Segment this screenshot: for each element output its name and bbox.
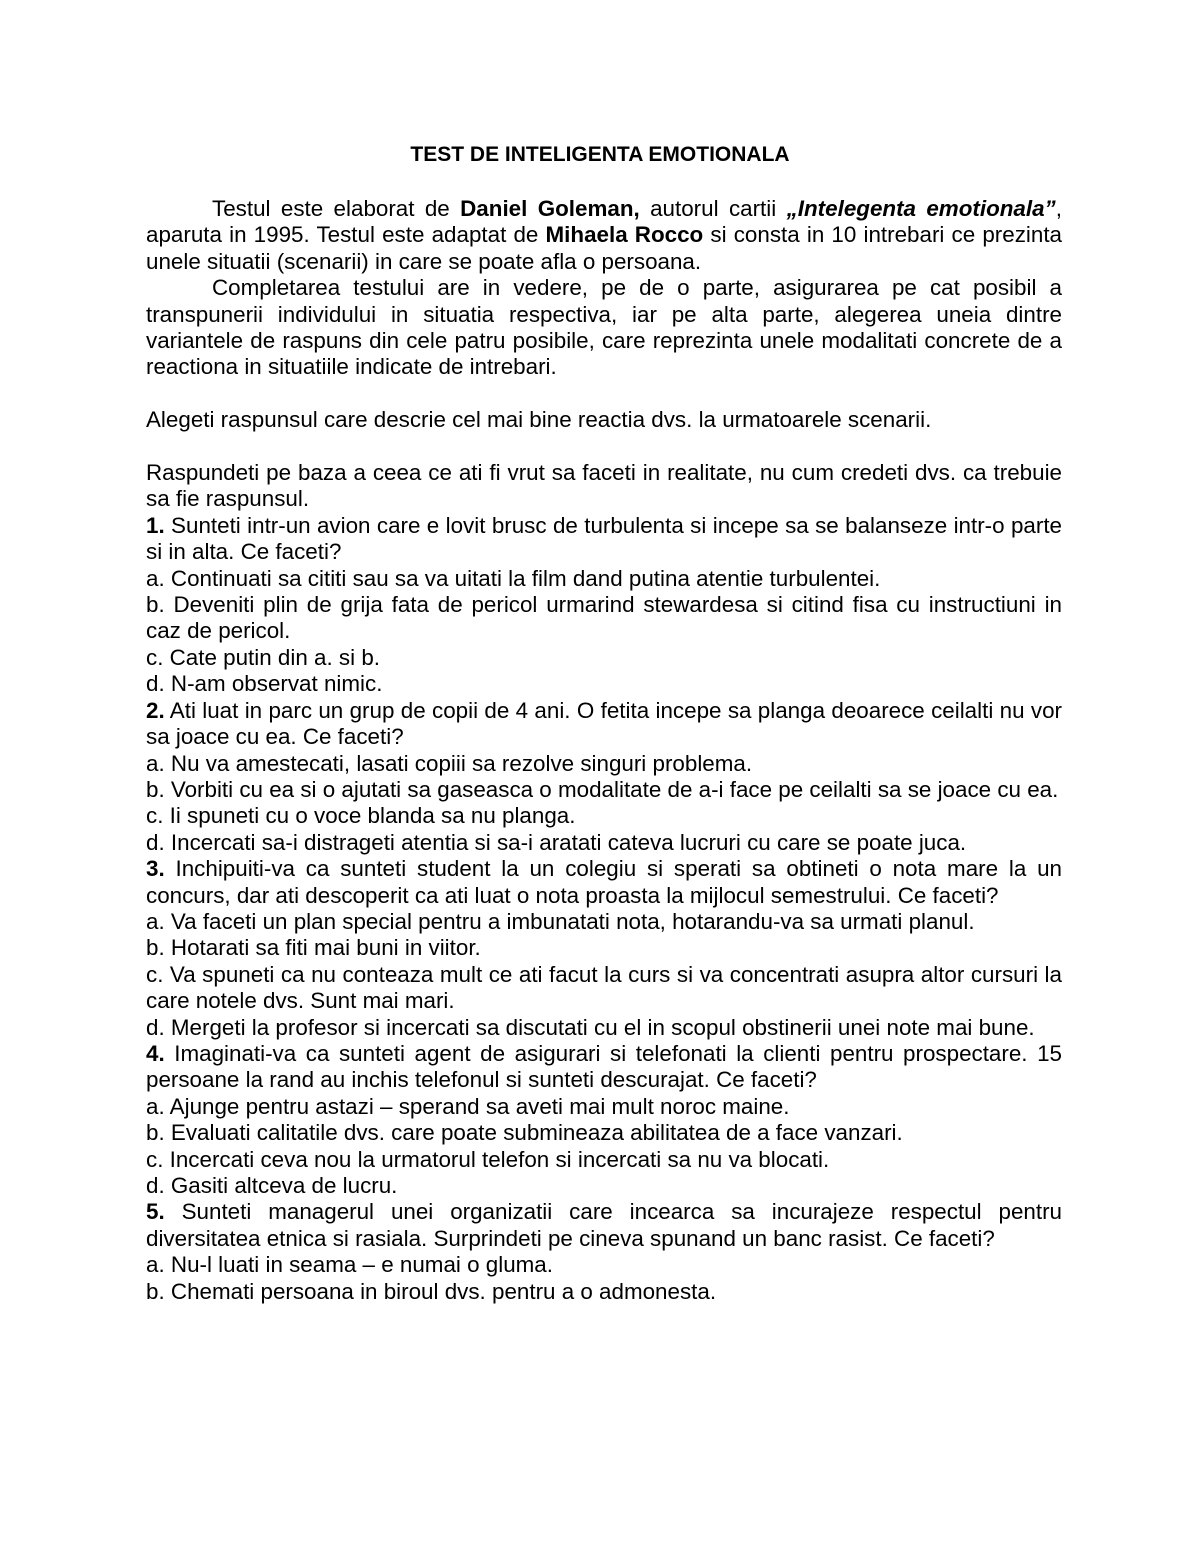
answer-option: b. Deveniti plin de grija fata de pericol urmarind stewardesa si citind fisa cu instructiuni in caz de pericol. — [146, 592, 1062, 644]
answer-option: a. Va faceti un plan special pentru a imbunatati nota, hotarandu-va sa urmati planul. — [146, 908, 975, 934]
author-name: Daniel Goleman, — [460, 196, 640, 221]
intro-paragraph-1 — [146, 196, 1062, 275]
question-text: Ati luat in parc un grup de copii de 4 ani. O fetita incepe sa planga deoarece ceilalti nu vor sa joace cu ea. Ce faceti? — [146, 697, 1062, 750]
question-number: 2. — [146, 697, 165, 723]
instructions-paragraph: Alegeti raspunsul care descrie cel mai bine reactia dvs. la urmatoarele scenarii. — [146, 407, 932, 433]
answer-option: b. Chemati persoana in biroul dvs. pentru a o admonesta. — [146, 1278, 717, 1304]
answer-option: d. Gasiti altceva de lucru. — [146, 1173, 398, 1198]
document-body — [146, 196, 1062, 1305]
answer-option: c. Ii spuneti cu o voce blanda sa nu planga. — [146, 803, 576, 829]
answer-option: a. Nu-l luati in seama – e numai o gluma. — [146, 1252, 553, 1278]
question-text: Sunteti managerul unei organizatii care incearca sa incurajeze respectul pentru diversitatea etnica si rasiala. Surprindeti pe cineva spunand un banc rasist. Ce faceti? — [146, 1199, 1062, 1251]
answer-option: c. Va spuneti ca nu conteaza mult ce ati facut la curs si va concentrati asupra altor cursuri la care notele dvs. Sunt mai mari. — [146, 961, 1062, 1014]
answer-option: c. Incercati ceva nou la urmatorul telefon si incercati sa nu va blocati. — [146, 1146, 830, 1172]
answer-option: d. Mergeti la profesor si incercati sa discutati cu el in scopul obstinerii unei note mai bune. — [146, 1014, 1035, 1040]
question-number: 4. — [146, 1040, 165, 1066]
question-text: Sunteti intr-un avion care e lovit brusc de turbulenta si incepe sa se balanseze intr-o parte si in alta. Ce faceti? — [146, 512, 1062, 565]
answer-option: b. Hotarati sa fiti mai buni in viitor. — [146, 935, 481, 961]
spacer — [146, 434, 1062, 460]
questions-list — [146, 513, 1062, 1305]
answer-option: b. Evaluati calitatile dvs. care poate submineaza abilitatea de a face vanzari. — [146, 1120, 903, 1146]
question-5 — [146, 1199, 1062, 1252]
answer-option: d. N-am observat nimic. — [146, 671, 383, 697]
answer-option: a. Ajunge pentru astazi – sperand sa aveti mai mult noroc maine. — [146, 1093, 790, 1119]
question-3 — [146, 856, 1062, 909]
question-number: 5. — [146, 1199, 165, 1225]
intro-text-d: si consta in 10 intrebari ce prezinta unele situatii (scenarii) in care se poate afla o persoana. — [146, 222, 1062, 274]
book-title: „Intelegenta emotionala” — [786, 196, 1056, 221]
answer-option: a. Continuati sa cititi sau sa va uitati la film dand putina atentie turbulentei. — [146, 565, 881, 591]
answer-option: d. Incercati sa-i distrageti atentia si sa-i aratati cateva lucruri cu care se poate juca. — [146, 829, 967, 855]
answer-option: b. Vorbiti cu ea si o ajutati sa gaseasca o modalitate de a-i face pe ceilalti sa se joace cu ea. — [146, 776, 1059, 802]
question-number: 1. — [146, 512, 165, 538]
question-4 — [146, 1041, 1062, 1094]
question-1 — [146, 513, 1062, 566]
answer-option: c. Cate putin din a. si b. — [146, 644, 380, 670]
question-text: Inchipuiti-va ca sunteti student la un colegiu si sperati sa obtineti o nota mare la un concurs, dar ati descoperit ca ati luat o nota proasta la mijlocul semestrului. Ce faceti? — [146, 856, 1062, 908]
question-2 — [146, 698, 1062, 751]
question-number: 3. — [146, 856, 165, 882]
instructions-paragraph-2: Raspundeti pe baza a ceea ce ati fi vrut sa faceti in realitate, nu cum credeti dvs. ca trebuie sa fie raspunsul. — [146, 460, 1062, 512]
intro-paragraph-2: Completarea testului are in vedere, pe de o parte, asigurarea pe cat posibil a transpunerii individului in situatia respectiva, iar pe alta parte, alegerea uneia dintre variantele de raspuns din cele patru posibile, care reprezinta unele modalitati concrete de a reactiona in situatiile indicate de intrebari. — [146, 275, 1062, 380]
answer-option: a. Nu va amestecati, lasati copiii sa rezolve singuri problema. — [146, 750, 753, 776]
question-text: Imaginati-va ca sunteti agent de asigurari si telefonati la clienti pentru prospectare. 15 persoane la rand au inchis telefonul si sunteti descurajat. Ce faceti? — [146, 1040, 1062, 1093]
page-title: TEST DE INTELIGENTA EMOTIONALA — [410, 143, 790, 166]
intro-text-c: , aparuta in 1995. Testul este adaptat de — [146, 196, 1062, 248]
intro-text-a: Testul este elaborat de — [212, 196, 461, 221]
intro-text-b: autorul cartii — [639, 196, 787, 221]
adapter-name: Mihaela Rocco — [545, 222, 704, 248]
spacer — [146, 381, 1062, 407]
